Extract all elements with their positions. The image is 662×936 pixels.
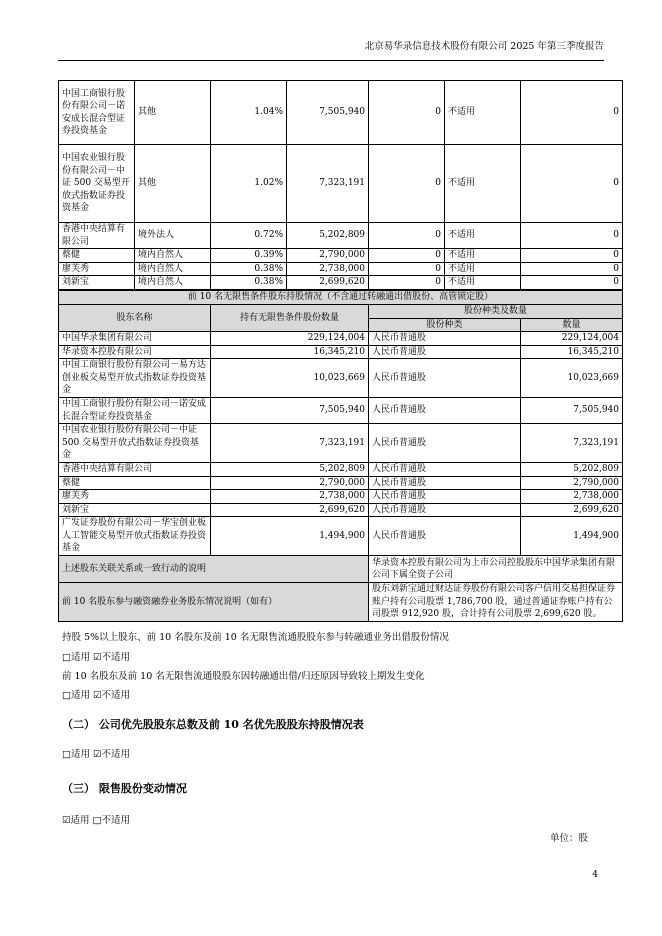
holder-nature: 其他 — [135, 145, 211, 223]
header-divider — [58, 60, 604, 61]
table-row — [59, 398, 623, 424]
holder-restricted: 0 — [369, 145, 445, 223]
holder-name: 中国工商银行股份有限公司－诺安成长混合型证券投资基金 — [59, 81, 135, 145]
table-row — [59, 276, 623, 290]
holder-pledged: 0 — [521, 145, 623, 223]
table-row — [59, 345, 623, 359]
table-row — [59, 424, 623, 463]
share-quantity: 1,494,900 — [521, 517, 623, 556]
share-quantity: 229,124,004 — [521, 332, 623, 346]
unrestricted-title: 前 10 名无限售条件股东持股情况（不含通过转融通出借股份、高管锁定股） — [59, 291, 623, 305]
holder-status: 不适用 — [445, 145, 521, 223]
holder-shares: 2,790,000 — [287, 249, 369, 263]
share-type: 人民币普通股 — [369, 359, 521, 398]
table-header-row — [59, 305, 623, 319]
holder-nature: 境外法人 — [135, 223, 211, 249]
holder-nature: 境内自然人 — [135, 262, 211, 276]
holder-restricted: 0 — [369, 262, 445, 276]
holder-status: 不适用 — [445, 81, 521, 145]
unrestricted-shares: 2,699,620 — [211, 503, 369, 517]
unrestricted-shares: 7,323,191 — [211, 424, 369, 463]
lending-choice: □适用 ☑不适用 — [62, 652, 131, 663]
unrestricted-shares: 2,738,000 — [211, 490, 369, 504]
col-holder-name: 股东名称 — [59, 305, 211, 332]
change-choice: □适用 ☑不适用 — [62, 690, 131, 701]
unrestricted-shares: 5,202,809 — [211, 463, 369, 477]
holder-pledged: 0 — [521, 81, 623, 145]
table-row — [59, 463, 623, 477]
margin-label: 前 10 名股东参与融资融券业务股东情况说明（如有） — [59, 583, 369, 622]
holder-pct: 0.72% — [211, 223, 287, 249]
share-type: 人民币普通股 — [369, 424, 521, 463]
holder-name: 香港中央结算有限公司 — [59, 463, 211, 477]
page-header: 北京易华录信息技术股份有限公司 2025 年第三季度报告 — [364, 41, 604, 52]
margin-text: 股东刘新宝通过财达证券股份有限公司客户信用交易担保证券账户持有公司股票 1,786,700 股，通过普通证券账户持有公司股票 912,920 股，合计持有公司股票 2,699,620 股。 — [369, 583, 623, 622]
change-text: 前 10 名股东及前 10 名无限售流通股股东因转融通出借/归还原因导致较上期发生变化 — [62, 671, 425, 682]
holder-restricted: 0 — [369, 276, 445, 290]
share-quantity: 7,323,191 — [521, 424, 623, 463]
share-quantity: 7,505,940 — [521, 398, 623, 424]
holder-status: 不适用 — [445, 262, 521, 276]
table-row — [59, 583, 623, 622]
share-type: 人民币普通股 — [369, 332, 521, 346]
col-share-type: 股份种类 — [369, 318, 521, 332]
share-type: 人民币普通股 — [369, 490, 521, 504]
share-quantity: 2,738,000 — [521, 490, 623, 504]
holder-status: 不适用 — [445, 223, 521, 249]
holder-name: 中国工商银行股份有限公司－诺安成长混合型证券投资基金 — [59, 398, 211, 424]
col-unrestricted-shares: 持有无限售条件股份数量 — [211, 305, 369, 332]
share-type: 人民币普通股 — [369, 517, 521, 556]
relation-text: 华录资本控股有限公司为上市公司控股股东中国华录集团有限公司下属全资子公司 — [369, 556, 623, 583]
holder-pledged: 0 — [521, 223, 623, 249]
holder-status: 不适用 — [445, 276, 521, 290]
holder-pledged: 0 — [521, 262, 623, 276]
holder-pledged: 0 — [521, 276, 623, 290]
holder-nature: 境内自然人 — [135, 249, 211, 263]
unrestricted-shares: 229,124,004 — [211, 332, 369, 346]
table-row — [59, 223, 623, 249]
share-type: 人民币普通股 — [369, 463, 521, 477]
table-row — [59, 249, 623, 263]
table-row — [59, 503, 623, 517]
holder-pledged: 0 — [521, 249, 623, 263]
holder-nature: 境内自然人 — [135, 276, 211, 290]
unrestricted-shares: 1,494,900 — [211, 517, 369, 556]
table-row — [59, 359, 623, 398]
holder-shares: 2,699,620 — [287, 276, 369, 290]
holder-pct: 0.39% — [211, 249, 287, 263]
table-row — [59, 81, 623, 145]
holder-name: 中国华录集团有限公司 — [59, 332, 211, 346]
holder-name: 中国农业银行股份有限公司－中证 500 交易型开放式指数证券投资基金 — [59, 145, 135, 223]
table-row — [59, 145, 623, 223]
holder-name: 蔡健 — [59, 476, 211, 490]
share-quantity: 5,202,809 — [521, 463, 623, 477]
unrestricted-holders-table — [58, 290, 623, 622]
holder-restricted: 0 — [369, 81, 445, 145]
table-row — [59, 332, 623, 346]
holder-name: 刘新宝 — [59, 503, 211, 517]
top-holders-table — [58, 80, 623, 290]
holder-restricted: 0 — [369, 223, 445, 249]
holder-status: 不适用 — [445, 249, 521, 263]
section3-choice: ☑适用 □不适用 — [62, 815, 131, 826]
col-quantity: 数量 — [521, 318, 623, 332]
table-row — [59, 517, 623, 556]
holder-shares: 5,202,809 — [287, 223, 369, 249]
holder-pct: 0.38% — [211, 276, 287, 290]
section2-choice: □适用 ☑不适用 — [62, 749, 131, 760]
section2-title: （二） 公司优先股股东总数及前 10 名优先股股东持股情况表 — [62, 718, 364, 731]
holder-shares: 7,323,191 — [287, 145, 369, 223]
holder-pct: 1.04% — [211, 81, 287, 145]
share-type: 人民币普通股 — [369, 398, 521, 424]
table-title-row — [59, 291, 623, 305]
holder-shares: 2,738,000 — [287, 262, 369, 276]
col-share-type-group: 股份种类及数量 — [369, 305, 623, 319]
table-row — [59, 556, 623, 583]
holder-nature: 其他 — [135, 81, 211, 145]
holder-name: 香港中央结算有限公司 — [59, 223, 135, 249]
share-quantity: 2,790,000 — [521, 476, 623, 490]
holder-name: 刘新宝 — [59, 276, 135, 290]
holder-restricted: 0 — [369, 249, 445, 263]
section3-title: （三） 限售股份变动情况 — [62, 782, 187, 795]
unrestricted-shares: 7,505,940 — [211, 398, 369, 424]
holder-pct: 0.38% — [211, 262, 287, 276]
share-type: 人民币普通股 — [369, 503, 521, 517]
unrestricted-shares: 16,345,210 — [211, 345, 369, 359]
table-row — [59, 262, 623, 276]
share-quantity: 16,345,210 — [521, 345, 623, 359]
share-type: 人民币普通股 — [369, 476, 521, 490]
lending-text: 持股 5%以上股东、前 10 名股东及前 10 名无限售流通股股东参与转融通业务出借股份情况 — [62, 632, 449, 643]
holder-name: 华录资本控股有限公司 — [59, 345, 211, 359]
unrestricted-shares: 2,790,000 — [211, 476, 369, 490]
page-number: 4 — [592, 870, 598, 880]
table-row — [59, 490, 623, 504]
holder-shares: 7,505,940 — [287, 81, 369, 145]
unit-label: 单位：股 — [549, 833, 588, 844]
table-row — [59, 476, 623, 490]
holder-name: 中国工商银行股份有限公司－易方达创业板交易型开放式指数证券投资基金 — [59, 359, 211, 398]
holder-name: 蔡健 — [59, 249, 135, 263]
share-quantity: 10,023,669 — [521, 359, 623, 398]
share-type: 人民币普通股 — [369, 345, 521, 359]
holder-name: 廖芙秀 — [59, 490, 211, 504]
holder-name: 广发证券股份有限公司－华宝创业板人工智能交易型开放式指数证券投资基金 — [59, 517, 211, 556]
share-quantity: 2,699,620 — [521, 503, 623, 517]
holder-name: 中国农业银行股份有限公司－中证 500 交易型开放式指数证券投资基金 — [59, 424, 211, 463]
unrestricted-shares: 10,023,669 — [211, 359, 369, 398]
holder-pct: 1.02% — [211, 145, 287, 223]
relation-label: 上述股东关联关系或一致行动的说明 — [59, 556, 369, 583]
holder-name: 廖芙秀 — [59, 262, 135, 276]
